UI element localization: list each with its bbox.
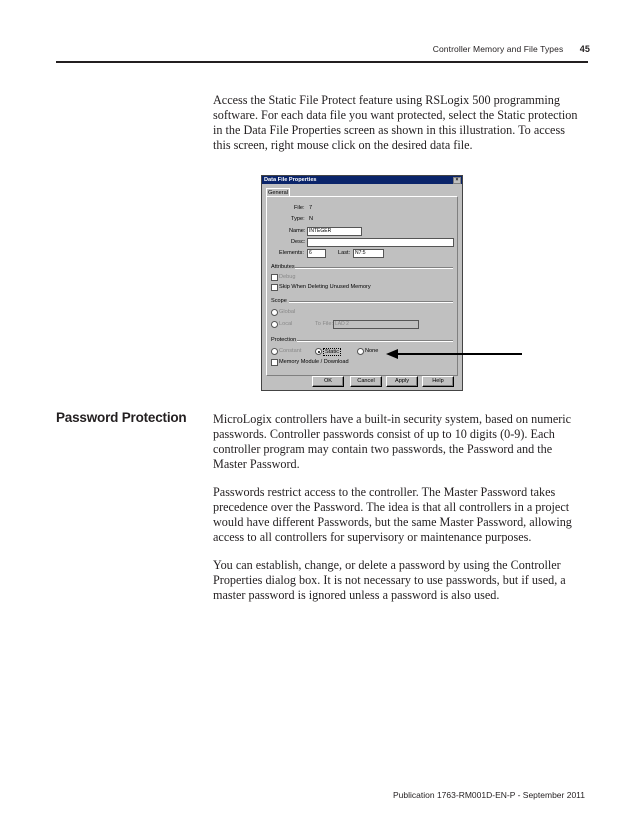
data-file-properties-dialog bbox=[261, 175, 463, 391]
none-radio[interactable] bbox=[357, 348, 364, 355]
ok-button[interactable]: OK bbox=[312, 376, 344, 387]
intro-paragraph-block bbox=[213, 93, 583, 166]
callout-arrow-line bbox=[395, 353, 522, 355]
section-title: Controller Memory and File Types bbox=[432, 44, 564, 54]
global-radio[interactable] bbox=[271, 309, 278, 316]
attributes-divider bbox=[295, 267, 453, 269]
dialog-title: Data File Properties bbox=[264, 177, 317, 183]
running-header bbox=[433, 44, 590, 54]
static-radio[interactable] bbox=[315, 348, 322, 355]
file-value: 7 bbox=[309, 205, 313, 211]
general-panel bbox=[266, 196, 458, 376]
type-value: N bbox=[309, 216, 314, 222]
attributes-group-label: Attributes bbox=[271, 264, 295, 270]
none-label: None bbox=[365, 348, 379, 354]
constant-label: Constant bbox=[279, 348, 302, 354]
cancel-button[interactable]: Cancel bbox=[350, 376, 382, 387]
protection-divider bbox=[297, 340, 453, 342]
scope-group-label: Scope bbox=[271, 298, 287, 304]
apply-button[interactable]: Apply bbox=[386, 376, 418, 387]
type-label: Type: bbox=[291, 216, 305, 222]
memory-module-label: Memory Module / Download bbox=[279, 359, 349, 365]
password-section-body bbox=[213, 412, 583, 616]
last-value: N7:5 bbox=[353, 249, 384, 258]
password-paragraph-1: MicroLogix controllers have a built-in security system, based on numeric passwords. Controller passwords consist of up to 10 digits (0-9). Each controller program may contain two passwords, the Password and the Master Password. bbox=[213, 412, 572, 471]
password-paragraph-3: You can establish, change, or delete a password by using the Controller Properties dialog box. It is not necessary to use passwords, but if used, a master password is ignored unless a password is also used. bbox=[213, 558, 566, 602]
protection-group-label: Protection bbox=[271, 337, 297, 343]
header-rule bbox=[56, 61, 588, 63]
scope-divider bbox=[289, 301, 453, 303]
password-protection-heading: Password Protection bbox=[56, 410, 187, 425]
desc-input[interactable] bbox=[307, 238, 454, 247]
last-label: Last: bbox=[338, 250, 351, 256]
local-label: Local bbox=[279, 321, 293, 327]
debug-checkbox[interactable] bbox=[271, 274, 278, 281]
to-file-select[interactable]: LAD 2 bbox=[333, 320, 419, 329]
tab-general[interactable]: General bbox=[266, 188, 290, 197]
to-file-label: To File: bbox=[315, 321, 334, 327]
dialog-title-bar bbox=[262, 176, 462, 184]
help-button[interactable]: Help bbox=[422, 376, 454, 387]
skip-unused-memory-checkbox[interactable] bbox=[271, 284, 278, 291]
global-label: Global bbox=[279, 309, 296, 315]
local-radio[interactable] bbox=[271, 321, 278, 328]
desc-label: Desc: bbox=[291, 239, 306, 245]
password-paragraph-2: Passwords restrict access to the controller. The Master Password takes precedence over the Password. The idea is that all controllers in a project would have different Passwords, but the same Master Password, allowing access to all controllers for supervisory or maintenance purposes. bbox=[213, 485, 572, 544]
name-label: Name: bbox=[289, 228, 306, 234]
memory-module-checkbox[interactable] bbox=[271, 359, 278, 366]
publication-footer: Publication 1763-RM001D-EN-P - September 2011 bbox=[393, 790, 585, 800]
skip-unused-memory-label: Skip When Deleting Unused Memory bbox=[279, 284, 371, 290]
elements-label: Elements: bbox=[279, 250, 304, 256]
name-input[interactable]: INTEGER bbox=[307, 227, 362, 236]
close-icon[interactable]: × bbox=[453, 177, 461, 184]
static-label: Static bbox=[325, 349, 339, 355]
debug-label: Debug bbox=[279, 274, 296, 280]
intro-paragraph: Access the Static File Protect feature using RSLogix 500 programming software. For each data file you want protected, select the Static protection in the Data File Properties screen as shown in this illustration. To access this screen, right mouse click on the desired data file. bbox=[213, 93, 578, 152]
page-number: 45 bbox=[579, 44, 590, 54]
elements-input[interactable]: 6 bbox=[307, 249, 326, 258]
constant-radio[interactable] bbox=[271, 348, 278, 355]
file-label: File: bbox=[294, 205, 305, 211]
